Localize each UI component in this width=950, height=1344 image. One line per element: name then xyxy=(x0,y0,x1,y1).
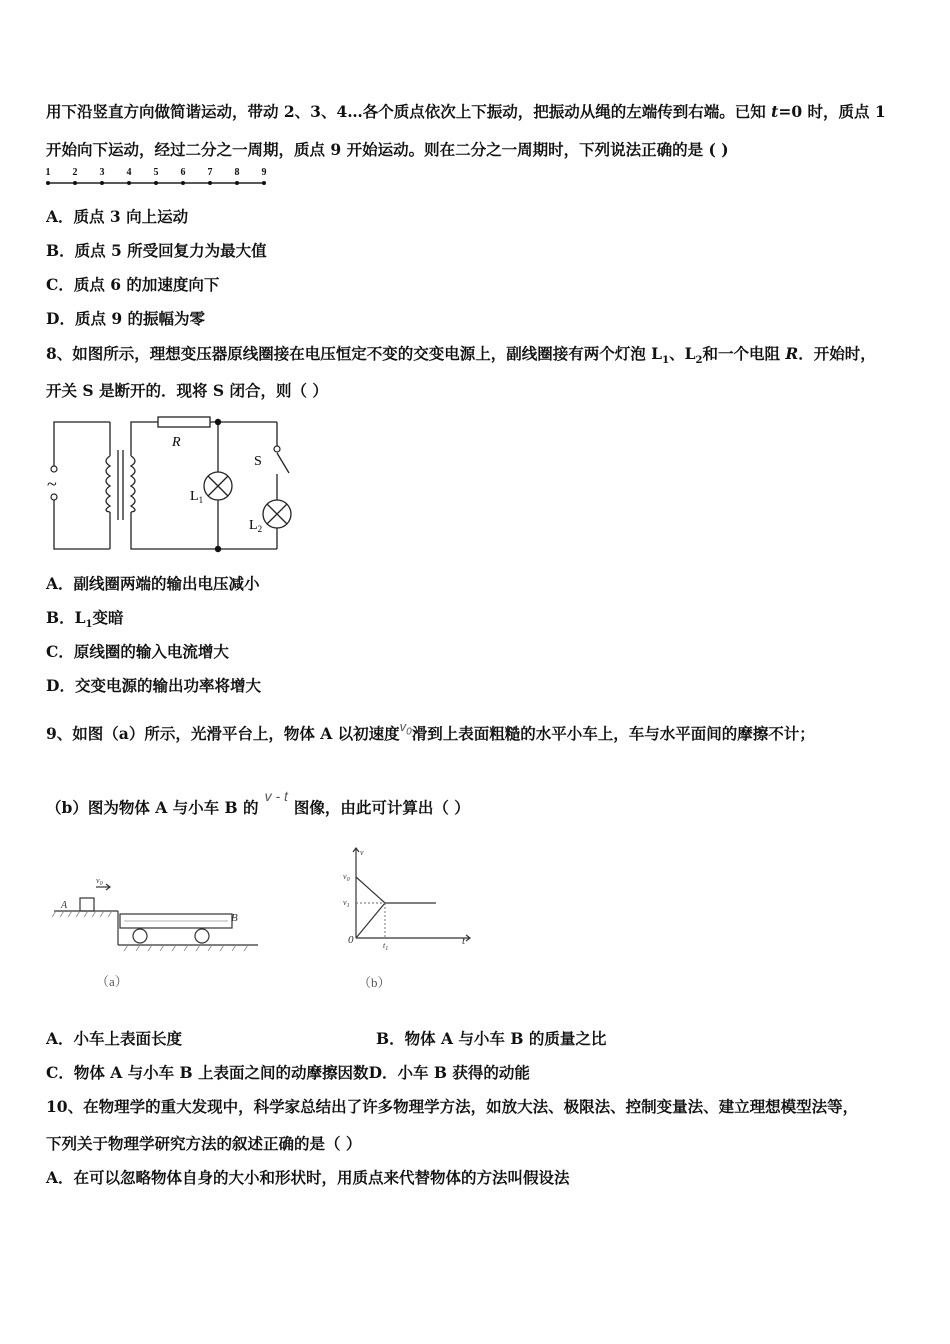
object-a-label: A xyxy=(61,900,68,911)
origin-label: 0 xyxy=(348,934,354,946)
q9-figure-a xyxy=(50,868,270,996)
q9-option-a: A．小车上表面长度 xyxy=(46,1029,183,1048)
lamp-l2-label: $L_2$ xyxy=(249,518,263,534)
rope-point-label: 5 xyxy=(153,167,159,178)
v1-tick-label: $v_1$ xyxy=(343,898,350,909)
v0-tick-label: $v_0$ xyxy=(343,872,350,883)
rope-point-label: 4 xyxy=(126,167,132,178)
axis-t-label: t xyxy=(462,935,466,947)
rope-point-label: 7 xyxy=(207,167,213,178)
rope-point-2 xyxy=(73,181,77,185)
q9-stem-line1: 9、如图（a）所示，光滑平台上，物体 A 以初速度$^{v_0}$滑到上表面粗糙的水平小车上，车与水平面间的摩擦不计； xyxy=(46,719,815,743)
rope-point-8 xyxy=(235,181,239,185)
q8-option-d: D．交变电源的输出功率将增大 xyxy=(46,676,261,695)
q8-option-b: B．$L_1$变暗 xyxy=(46,608,124,631)
q9-figure-b xyxy=(340,842,480,994)
q10-option-a: A．在可以忽略物体自身的大小和形状时，用质点来代替物体的方法叫假设法 xyxy=(46,1168,570,1187)
rope-point-9 xyxy=(262,181,266,185)
switch-label: S xyxy=(254,454,262,469)
rope-point-label: 3 xyxy=(99,167,105,178)
q9-option-b: B．物体 A 与小车 B 的质量之比 xyxy=(376,1029,607,1048)
t1-tick-label: $t_1$ xyxy=(383,941,389,952)
caption-b: （b） xyxy=(358,975,391,990)
rope-point-7 xyxy=(208,181,212,185)
ac-source-symbol: ~ xyxy=(47,474,57,494)
caption-a: （a） xyxy=(96,974,128,989)
q10-stem-line2: 下列关于物理学研究方法的叙述正确的是（ ） xyxy=(46,1134,362,1153)
rope-point-label: 2 xyxy=(72,167,78,178)
q7-option-d: D．质点 9 的振幅为零 xyxy=(46,309,206,328)
rope-point-1 xyxy=(46,181,50,185)
q7-rope-figure xyxy=(40,166,280,190)
cart-b-label: B xyxy=(231,912,238,924)
axis-v-label: v xyxy=(360,848,364,857)
q7-option-c: C．质点 6 的加速度向下 xyxy=(46,275,220,294)
q9-stem-line2: （b）图为物体 A 与小车 B 的v - t图像，由此可计算出（ ） xyxy=(46,788,470,817)
q8-option-a: A．副线圈两端的输出电压减小 xyxy=(46,574,260,593)
q10-stem-line1: 10、在物理学的重大发现中，科学家总结出了许多物理学方法，如放大法、极限法、控制变量法、建立理想模型法等， xyxy=(46,1097,859,1116)
rope-point-label: 1 xyxy=(45,167,51,178)
q8-stem-line1: 8、如图所示，理想变压器原线圈接在电压恒定不变的交变电源上，副线圈接有两个灯泡 $L_1$、$L_2$和一个电阻 R．开始时， xyxy=(46,344,876,367)
q7-option-a: A．质点 3 向上运动 xyxy=(46,207,189,226)
v0-label: $v_0$ xyxy=(96,876,103,887)
rope-point-4 xyxy=(127,181,131,185)
lamp-l1-label: $L_1$ xyxy=(190,489,204,505)
q8-transformer-circuit xyxy=(40,412,310,557)
q8-stem-line2: 开关 S 是断开的．现将 S 闭合，则（ ） xyxy=(46,381,328,400)
q8-option-c: C．原线圈的输入电流增大 xyxy=(46,642,229,661)
q7-option-b: B．质点 5 所受回复力为最大值 xyxy=(46,241,267,260)
q7-stem-line2: 开始向下运动，经过二分之一周期，质点 9 开始运动。则在二分之一周期时，下列说法正确的是 ( ) xyxy=(46,140,729,159)
rope-point-6 xyxy=(181,181,185,185)
rope-point-label: 6 xyxy=(180,167,186,178)
q7-stem-line1: 用下沿竖直方向做简谐运动，带动 2、3、4…各个质点依次上下振动，把振动从绳的左端传到右端。已知 t=0 时，质点 1 xyxy=(46,102,886,121)
rope-point-5 xyxy=(154,181,158,185)
rope-point-label: 8 xyxy=(234,167,240,178)
rope-point-3 xyxy=(100,181,104,185)
rope-point-label: 9 xyxy=(261,167,267,178)
resistor-label: R xyxy=(172,435,181,450)
q9-option-cd: C．物体 A 与小车 B 上表面之间的动摩擦因数D．小车 B 获得的动能 xyxy=(46,1063,530,1082)
